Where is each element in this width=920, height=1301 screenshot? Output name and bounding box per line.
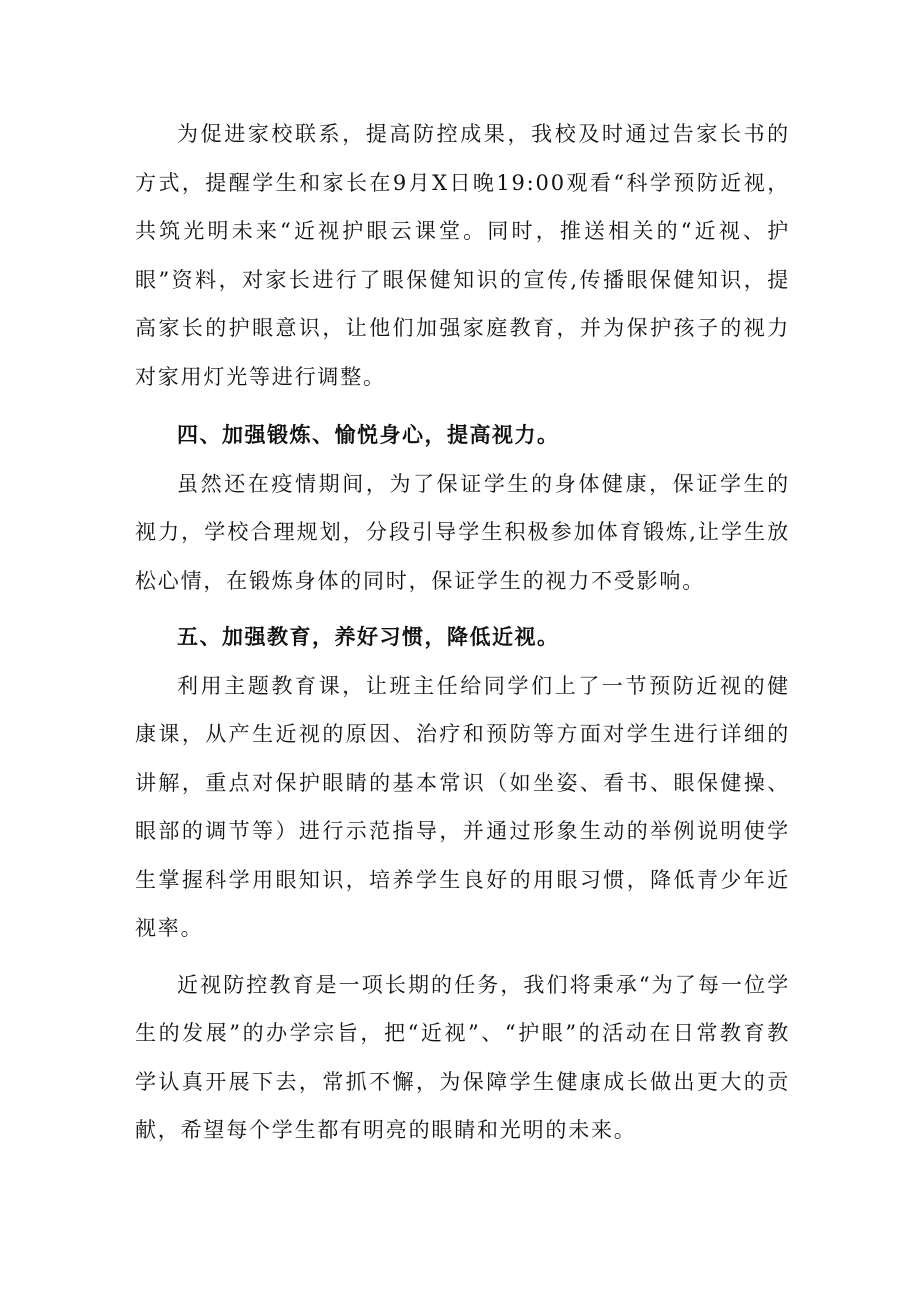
section-heading-five: 五、加强教育，养好习惯，降低近视。 bbox=[177, 625, 560, 649]
section-heading-four: 四、加强锻炼、愉悦身心，提高视力。 bbox=[177, 423, 560, 447]
spacer bbox=[135, 605, 790, 613]
paragraph-conclusion: 近视防控教育是一项长期的任务，我们将秉承“为了每一位学生的发展”的办学宗旨，把“近视”、“护眼”的活动在日常教育教学认真开展下去，常抓不懈，为保障学生健康成长做出更大的贡献，希望每个学生都有明亮的眼睛和光明的未来。 bbox=[135, 972, 790, 1142]
paragraph-home-school-contact: 为促进家校联系，提高防控成果，我校及时通过告家长书的方式，提醒学生和家长在9月X日晚19:00观看“科学预防近视，共筑光明未来“近视护眼云课堂。同时，推送相关的“近视、护眼”资料，对家长进行了眼保健知识的宣传,传播眼保健知识，提高家长的护眼意识，让他们加强家庭教育，并为保护孩子的视力对家用灯光等进行调整。 bbox=[135, 122, 790, 389]
spacer bbox=[135, 401, 790, 411]
paragraph-education: 利用主题教育课，让班主任给同学们上了一节预防近视的健康课，从产生近视的原因、治疗和预防等方面对学生进行详细的讲解，重点对保护眼睛的基本常识（如坐姿、看书、眼保健操、眼部的调节等）进行示范指导，并通过形象生动的举例说明使学生掌握科学用眼知识，培养学生良好的用眼习惯，降低青少年近视率。 bbox=[135, 673, 790, 940]
document-body bbox=[135, 110, 790, 1155]
spacer bbox=[135, 953, 790, 961]
paragraph-exercise: 虽然还在疫情期间，为了保证学生的身体健康，保证学生的视力，学校合理规划，分段引导学生积极参加体育锻炼,让学生放松心情，在锻炼身体的同时，保证学生的视力不受影响。 bbox=[135, 471, 790, 593]
